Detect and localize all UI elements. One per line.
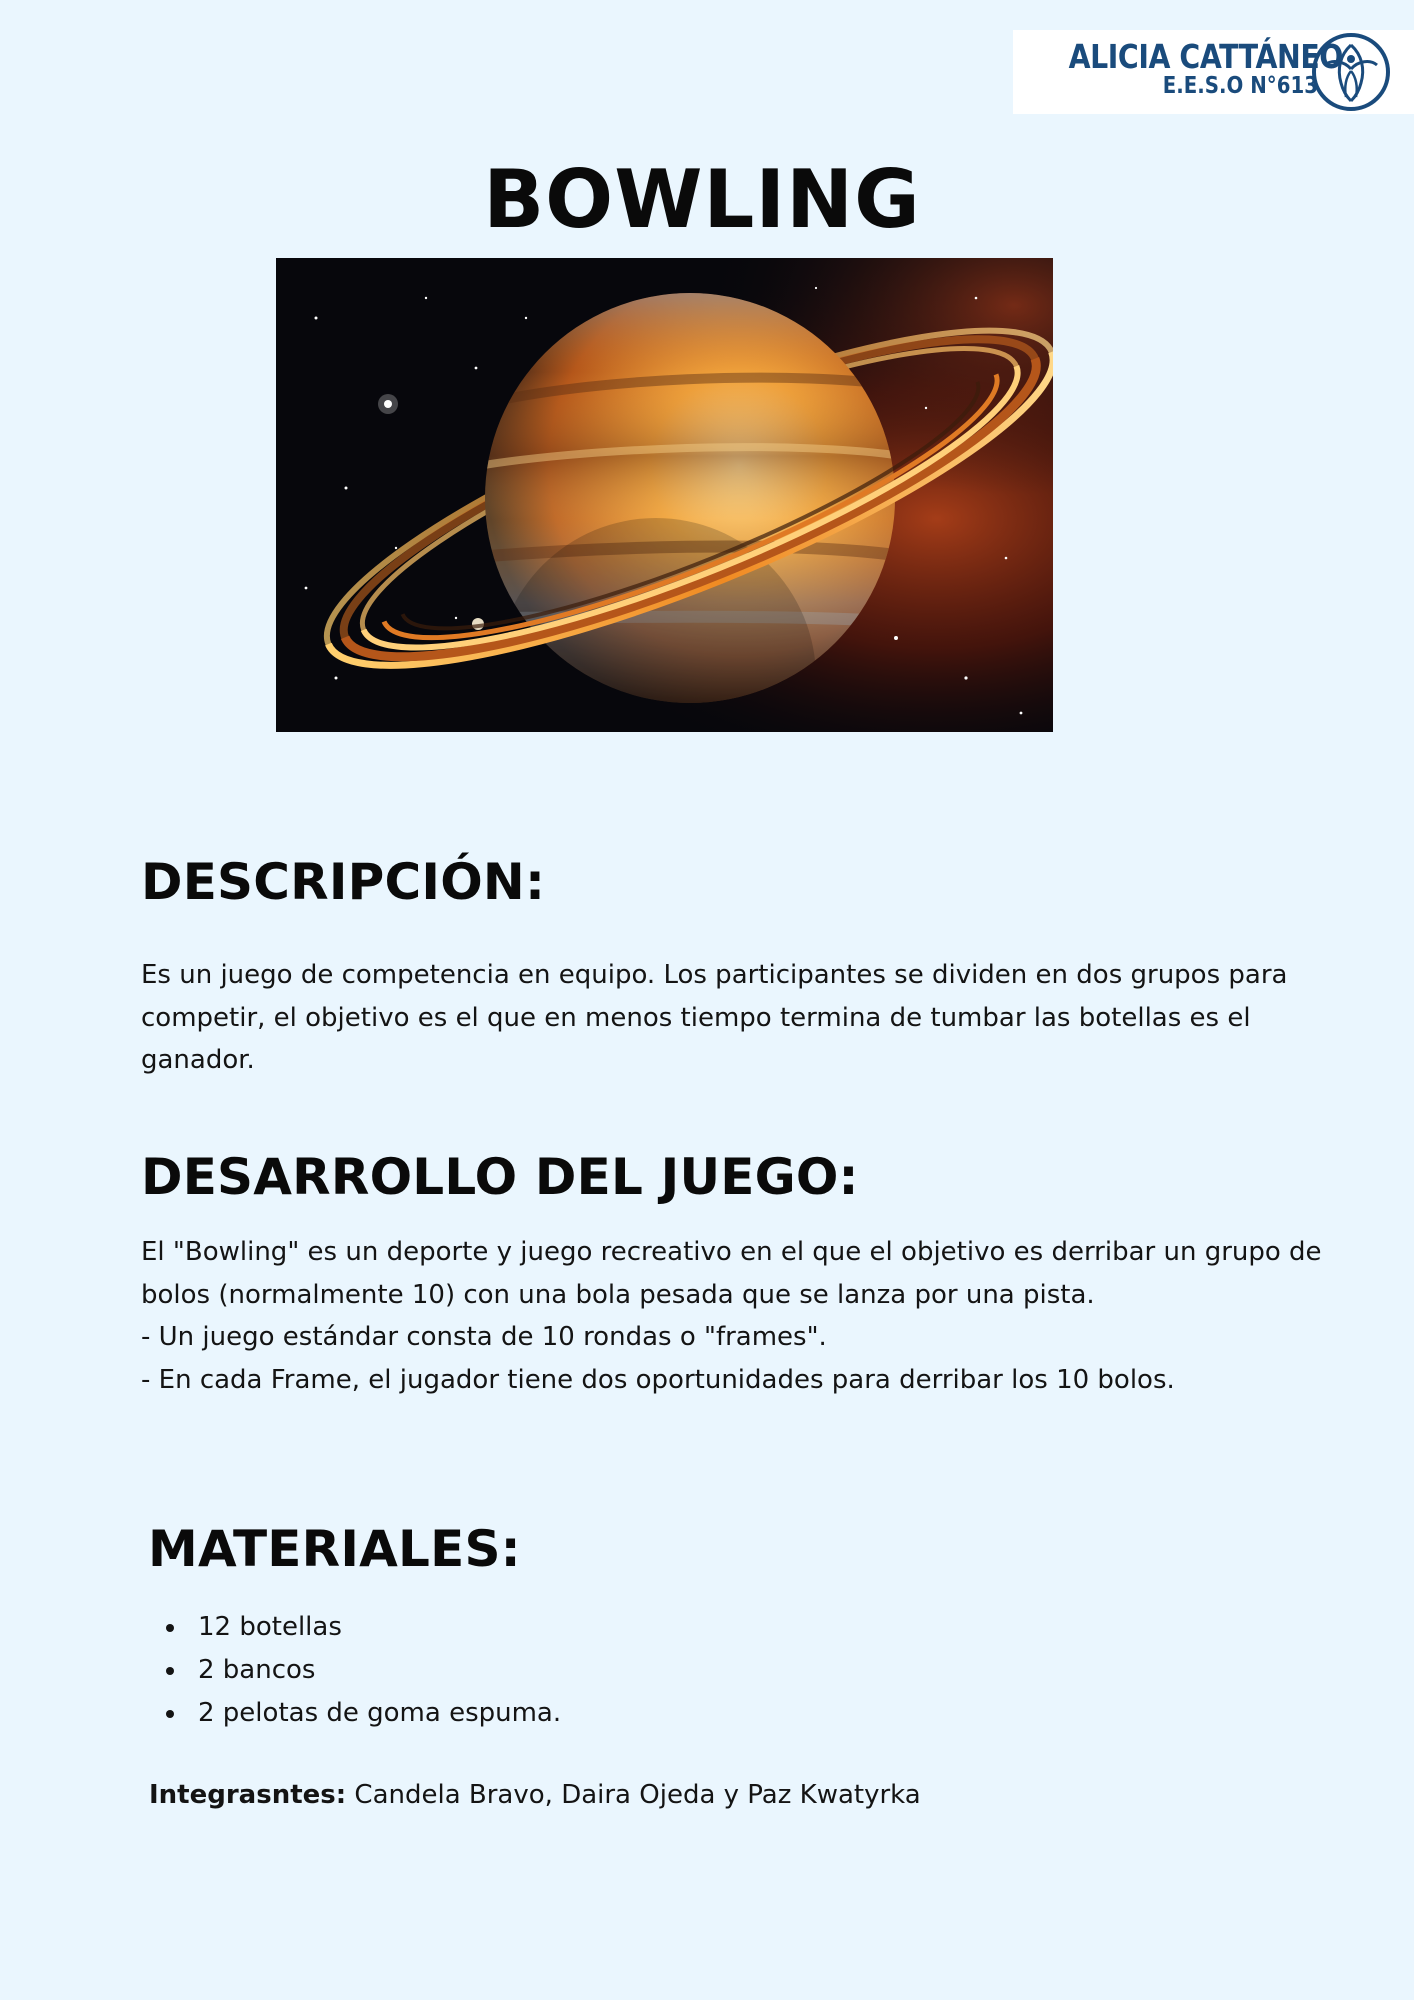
hero-image (276, 258, 1053, 732)
description-line: ganador. (141, 1045, 255, 1075)
bullet-icon (166, 1667, 174, 1675)
development-heading: DESARROLLO DEL JUEGO: (141, 1148, 859, 1206)
list-item (148, 1606, 561, 1649)
description-line: competir, el objetivo es el que en menos tiempo termina de tumbar las botellas es el (141, 1002, 1251, 1033)
development-line: El "Bowling" es un deporte y juego recreativo en el que el objetivo es derribar un grupo de (141, 1237, 1322, 1267)
materials-heading: MATERIALES: (148, 1520, 521, 1578)
school-emblem-icon (1310, 31, 1392, 113)
bullet-icon (166, 1710, 174, 1718)
development-line: bolos (normalmente 10) con una bola pesada que se lanza por una pista. (141, 1279, 1095, 1310)
development-line: - Un juego estándar consta de 10 rondas o "frames". (141, 1322, 827, 1352)
school-logo (1013, 30, 1414, 114)
members-label: Integrasntes: (149, 1780, 347, 1810)
development-text (141, 1231, 1322, 1401)
bullet-icon (166, 1624, 174, 1632)
material-label: 2 pelotas de goma espuma. (198, 1698, 562, 1728)
description-line: Es un juego de competencia en equipo. Los participantes se dividen en dos grupos para (141, 960, 1288, 990)
development-line: - En cada Frame, el jugador tiene dos oportunidades para derribar los 10 bolos. (141, 1364, 1175, 1395)
logo-school-name: ALICIA CATTÁNEO (1068, 37, 1343, 76)
description-heading: DESCRIPCIÓN: (141, 853, 546, 911)
page-title: BOWLING (483, 153, 921, 246)
logo-school-number: E.E.S.O N°613 (1162, 73, 1318, 99)
saturn-illustration-icon (276, 258, 1053, 732)
list-item (148, 1692, 561, 1735)
material-label: 12 botellas (198, 1612, 342, 1642)
materials-list (148, 1606, 561, 1735)
members-line (149, 1775, 921, 1815)
logo-text (1028, 36, 1343, 99)
material-label: 2 bancos (198, 1655, 316, 1685)
list-item (148, 1649, 561, 1692)
description-text (141, 954, 1301, 1082)
members-names: Candela Bravo, Daira Ojeda y Paz Kwatyrka (346, 1780, 921, 1810)
